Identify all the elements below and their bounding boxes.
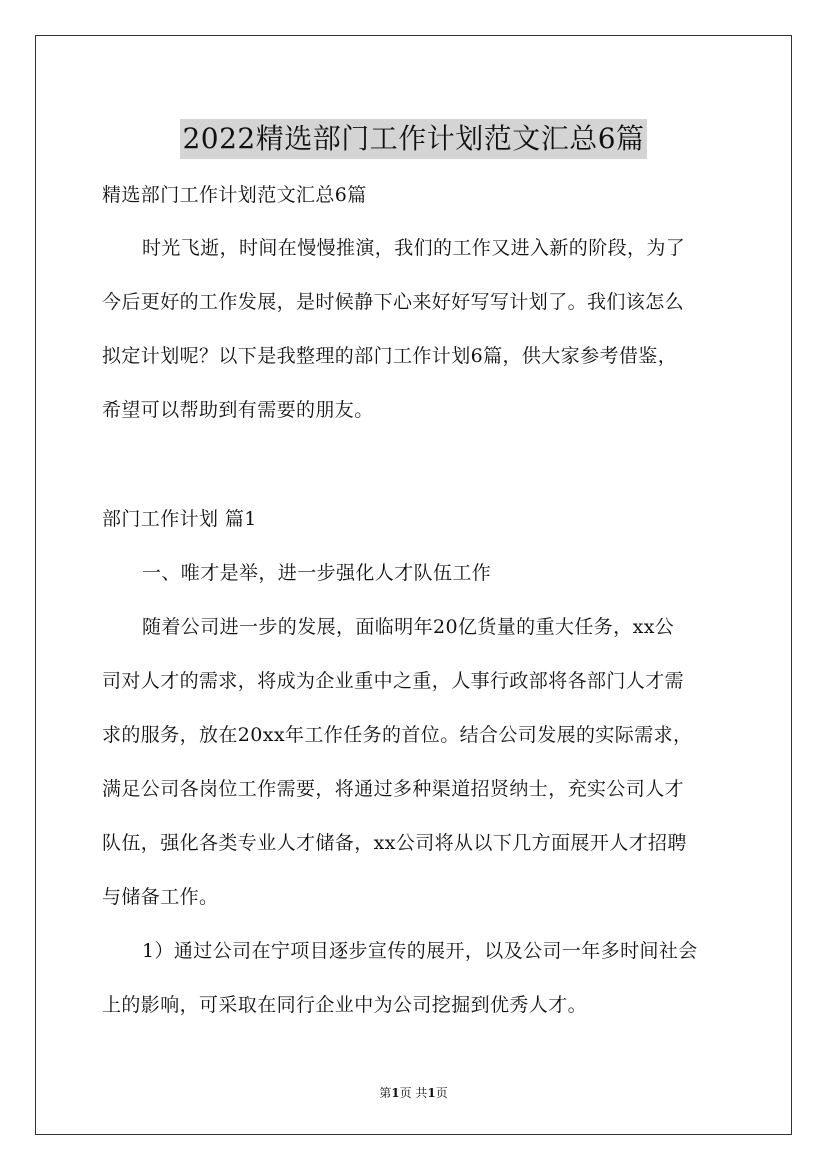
- intro-line-1: 时光飞逝，时间在慢慢推演，我们的工作又进入新的阶段，为了: [142, 237, 686, 259]
- paragraph1-line-2: 司对人才的需求，将成为企业重中之重，人事行政部将各部门人才需: [102, 670, 685, 692]
- intro-line-4: 希望可以帮助到有需要的朋友。: [102, 399, 374, 421]
- paragraph1-line-3: 求的服务，放在20xx年工作任务的首位。结合公司发展的实际需求，: [102, 724, 693, 746]
- footer-page-total: 1: [427, 1086, 436, 1100]
- paragraph2-line-1: 1）通过公司在宁项目逐步宣传的展开，以及公司一年多时间社会: [142, 940, 698, 962]
- document-subtitle: 精选部门工作计划范文汇总6篇: [102, 184, 367, 206]
- document-title: 2022精选部门工作计划范文汇总6篇: [180, 119, 646, 159]
- footer-page-suffix: 页: [435, 1086, 448, 1100]
- paragraph1-line-4: 满足公司各岗位工作需要，将通过多种渠道招贤纳士，充实公司人才: [102, 778, 685, 800]
- paragraph2-line-2: 上的影响，可采取在同行企业中为公司挖掘到优秀人才。: [102, 994, 588, 1016]
- footer-page-current: 1: [391, 1086, 400, 1100]
- intro-line-2: 今后更好的工作发展，是时候静下心来好好写写计划了。我们该怎么: [102, 291, 685, 313]
- page-footer: [0, 1085, 827, 1101]
- point-heading: 一、唯才是举，进一步强化人才队伍工作: [142, 562, 492, 584]
- section-heading: 部门工作计划 篇1: [102, 508, 257, 530]
- paragraph1-line-1: 随着公司进一步的发展，面临明年20亿货量的重大任务，xx公: [142, 616, 675, 638]
- paragraph1-line-6: 与储备工作。: [102, 886, 219, 908]
- footer-page-prefix: 第: [379, 1086, 392, 1100]
- intro-line-3: 拟定计划呢？以下是我整理的部门工作计划6篇，供大家参考借鉴，: [102, 345, 678, 367]
- title-container: [0, 100, 827, 178]
- paragraph1-line-5: 队伍，强化各类专业人才储备，xx公司将从以下几方面展开人才招聘: [102, 832, 687, 854]
- footer-page-mid: 页 共: [399, 1086, 428, 1100]
